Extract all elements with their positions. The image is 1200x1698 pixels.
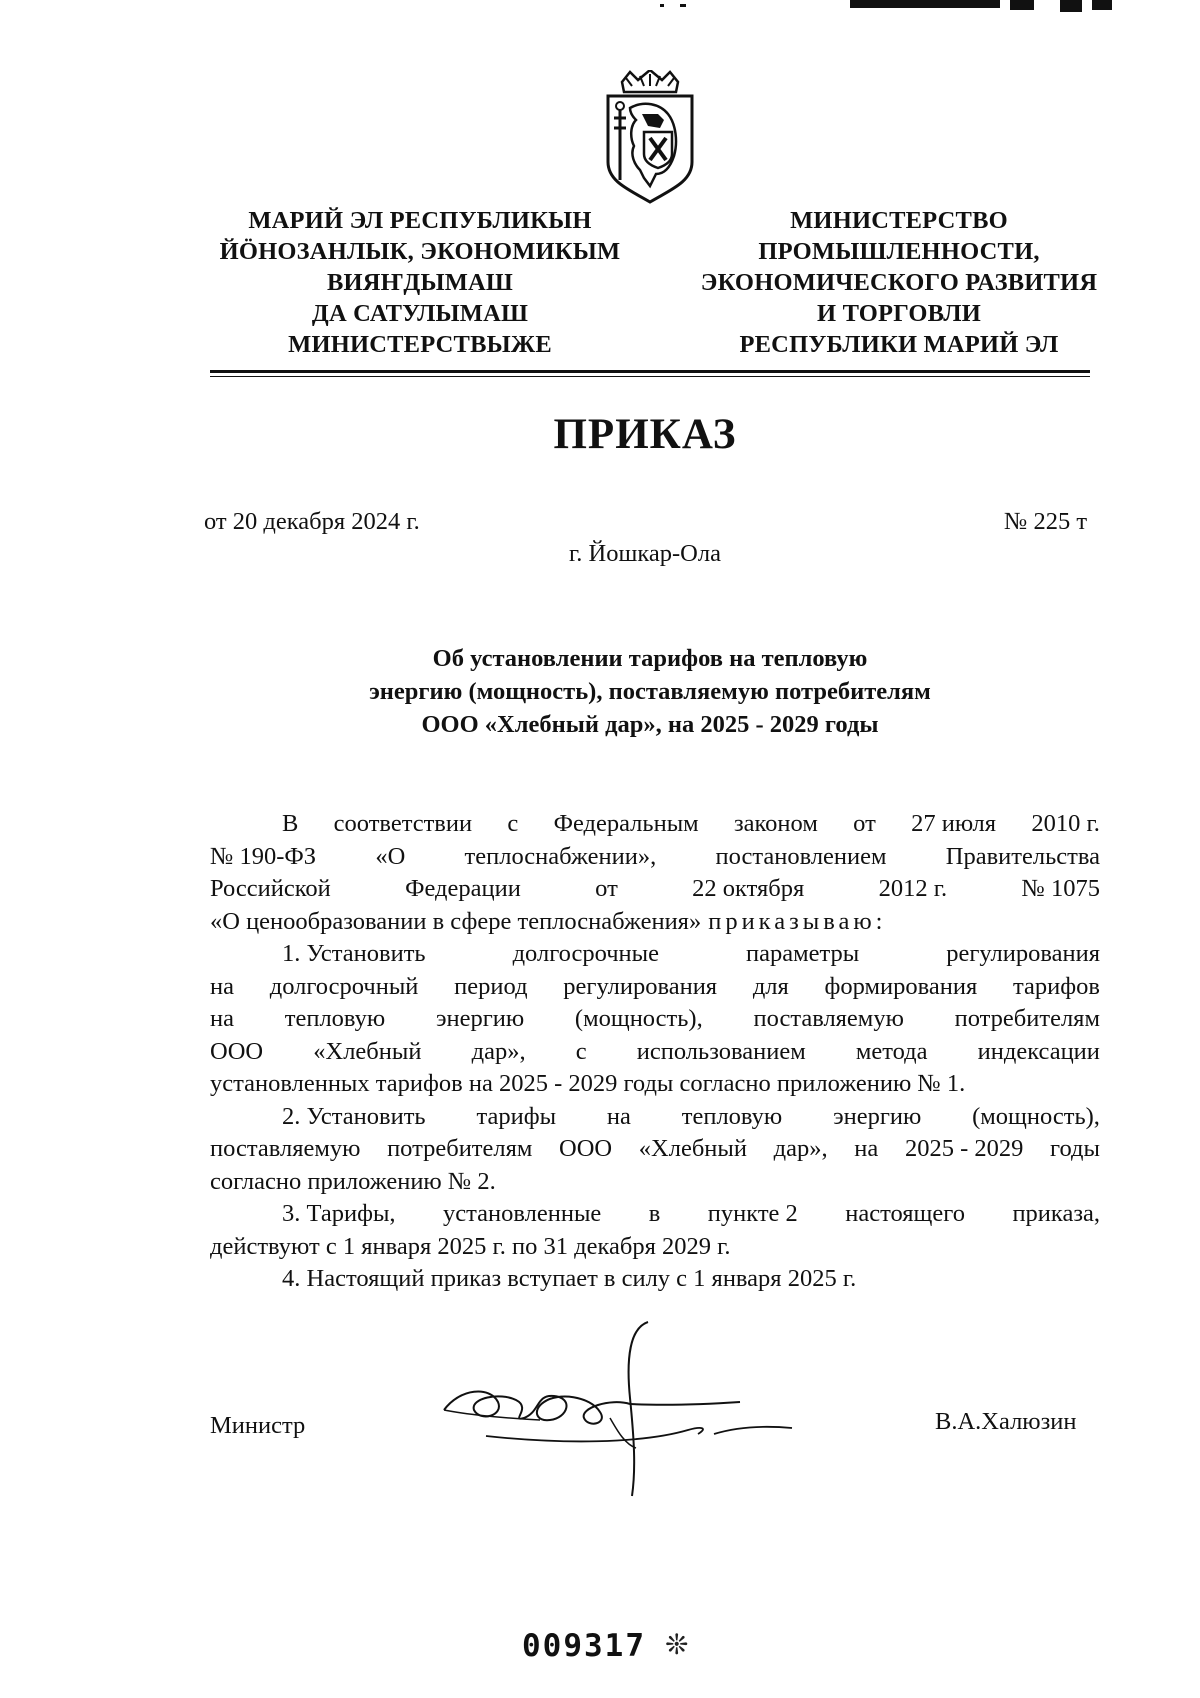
word: 1. Установить bbox=[282, 940, 426, 967]
word: «О bbox=[375, 842, 406, 870]
word: на bbox=[606, 1102, 631, 1130]
word: пункте 2 bbox=[707, 1200, 798, 1227]
word: Федеральным bbox=[553, 810, 699, 837]
word: с bbox=[575, 1037, 587, 1065]
decree-word: приказываю: bbox=[708, 907, 887, 935]
word: регулирования bbox=[563, 972, 718, 1000]
word: приказа, bbox=[1012, 1200, 1100, 1227]
word: тарифы bbox=[476, 1102, 557, 1130]
word: потребителям bbox=[954, 1005, 1100, 1032]
handwritten-signature bbox=[440, 1318, 800, 1498]
scan-artifacts bbox=[660, 0, 1200, 20]
word: поставляемую bbox=[753, 1005, 904, 1032]
body-text: «О ценообразовании в сфере теплоснабжения» bbox=[210, 907, 702, 935]
header-left-line: МАРИЙ ЭЛ РЕСПУБЛИКЫН bbox=[248, 207, 592, 234]
word: параметры bbox=[746, 940, 860, 967]
body-line bbox=[210, 841, 1100, 874]
word: 2012 г. bbox=[878, 875, 948, 902]
subject-line: ООО «Хлебный дар», на 2025 - 2029 годы bbox=[421, 711, 879, 738]
body-text: согласно приложению № 2. bbox=[210, 1167, 496, 1195]
word: № 190-ФЗ bbox=[210, 842, 317, 870]
body-line bbox=[210, 938, 1100, 971]
word: метода bbox=[855, 1037, 928, 1065]
word: от bbox=[853, 810, 876, 837]
header-left-line: ЙӦНОЗАНЛЫК, ЭКОНОМИКЫМ bbox=[219, 238, 621, 265]
body-line bbox=[210, 1231, 1100, 1264]
header-right-block bbox=[664, 205, 1134, 360]
word: 2025 - 2029 bbox=[904, 1135, 1024, 1162]
body-line bbox=[210, 1166, 1100, 1199]
word: индексации bbox=[977, 1037, 1100, 1065]
word: 3. Тарифы, bbox=[282, 1200, 396, 1227]
word: долгосрочные bbox=[512, 940, 660, 967]
word: формирования bbox=[824, 972, 978, 1000]
word: 2. Установить bbox=[282, 1102, 426, 1130]
order-date: от 20 декабря 2024 г. bbox=[204, 508, 420, 535]
header-left-line: ДА САТУЛЫМАШ bbox=[311, 300, 529, 327]
word: использованием bbox=[636, 1037, 806, 1065]
body-text: действуют с 1 января 2025 г. по 31 декабря 2029 г. bbox=[210, 1232, 731, 1260]
header-right-line: И ТОРГОВЛИ bbox=[817, 300, 981, 327]
header-divider-thin bbox=[210, 376, 1090, 377]
word: долгосрочный bbox=[269, 972, 419, 1000]
header-divider-thick bbox=[210, 370, 1090, 373]
word: «Хлебный bbox=[638, 1135, 747, 1162]
word: тепловую bbox=[284, 1005, 386, 1032]
word: соответствии bbox=[333, 810, 473, 837]
body-line bbox=[210, 971, 1100, 1004]
word: годы bbox=[1050, 1135, 1100, 1162]
body-line bbox=[210, 1036, 1100, 1069]
header-left-line: ВИЯҤДЫМАШ bbox=[326, 269, 514, 296]
word: дар», bbox=[773, 1135, 828, 1162]
body-line bbox=[210, 1068, 1100, 1101]
word: на bbox=[210, 972, 234, 1000]
body-line bbox=[210, 1133, 1100, 1166]
signatory-name: В.А.Халюзин bbox=[935, 1408, 1077, 1435]
word: «Хлебный bbox=[313, 1037, 422, 1065]
word: № 1075 bbox=[1021, 875, 1100, 902]
word: тарифов bbox=[1013, 972, 1100, 1000]
header-left-block bbox=[190, 205, 650, 360]
order-number: № 225 т bbox=[1004, 508, 1088, 535]
word: для bbox=[752, 972, 789, 1000]
word: 2010 г. bbox=[1031, 810, 1100, 837]
body-line bbox=[210, 873, 1100, 906]
coat-of-arms-emblem bbox=[600, 70, 700, 204]
body-line bbox=[210, 1101, 1100, 1134]
subject-line: энергию (мощность), поставляемую потребителям bbox=[369, 678, 931, 705]
word: с bbox=[507, 810, 519, 837]
word: (мощность), bbox=[574, 1005, 703, 1032]
body-text: 4. Настоящий приказ вступает в силу с 1 января 2025 г. bbox=[282, 1265, 857, 1292]
header-right-line: ЭКОНОМИЧЕСКОГО РАЗВИТИЯ bbox=[700, 269, 1098, 296]
signatory-role: Министр bbox=[210, 1412, 306, 1439]
word: ООО bbox=[210, 1037, 264, 1065]
header-right-line: ПРОМЫШЛЕННОСТИ, bbox=[758, 238, 1040, 265]
document-type-title: ПРИКАЗ bbox=[553, 411, 737, 458]
word: дар», bbox=[471, 1037, 526, 1065]
word: Российской bbox=[210, 875, 331, 902]
word: ООО bbox=[559, 1135, 613, 1162]
serial-mark-icon: ❊ bbox=[665, 1630, 689, 1661]
word: 22 октября bbox=[692, 875, 805, 902]
header-left-line: МИНИСТЕРСТВЫЖЕ bbox=[288, 331, 552, 358]
word: в bbox=[648, 1200, 661, 1227]
body-line bbox=[210, 906, 1100, 939]
header-right-line: МИНИСТЕРСТВО bbox=[790, 207, 1008, 234]
serial-number: 009317 bbox=[522, 1628, 646, 1664]
order-body bbox=[210, 808, 1100, 1296]
word: Федерации bbox=[405, 875, 521, 902]
word: период bbox=[454, 972, 528, 1000]
word: В bbox=[282, 810, 299, 837]
header-right-line: РЕСПУБЛИКИ МАРИЙ ЭЛ bbox=[739, 331, 1059, 358]
word: установленные bbox=[443, 1200, 602, 1227]
word: энергию bbox=[833, 1102, 922, 1130]
word: регулирования bbox=[946, 940, 1100, 967]
word: тепловую bbox=[681, 1102, 783, 1130]
body-line bbox=[210, 808, 1100, 841]
body-text: установленных тарифов на 2025 - 2029 годы согласно приложению № 1. bbox=[210, 1070, 966, 1097]
word: (мощность), bbox=[972, 1102, 1100, 1130]
word: теплоснабжении», bbox=[464, 842, 657, 870]
body-line bbox=[210, 1263, 1100, 1296]
word: энергию bbox=[435, 1005, 525, 1032]
word: 27 июля bbox=[911, 810, 997, 837]
word: настоящего bbox=[845, 1200, 965, 1227]
order-subject bbox=[200, 642, 1100, 741]
word: постановлением bbox=[715, 842, 887, 870]
word: на bbox=[210, 1005, 234, 1032]
word: законом bbox=[733, 810, 818, 837]
body-line bbox=[210, 1198, 1100, 1231]
subject-line: Об установлении тарифов на тепловую bbox=[432, 645, 868, 672]
word: поставляемую bbox=[210, 1135, 361, 1162]
word: потребителям bbox=[387, 1135, 533, 1162]
word: от bbox=[595, 875, 618, 902]
word: Правительства bbox=[945, 842, 1100, 870]
word: на bbox=[854, 1135, 879, 1162]
body-line bbox=[210, 1003, 1100, 1036]
order-city: г. Йошкар-Ола bbox=[569, 540, 721, 567]
